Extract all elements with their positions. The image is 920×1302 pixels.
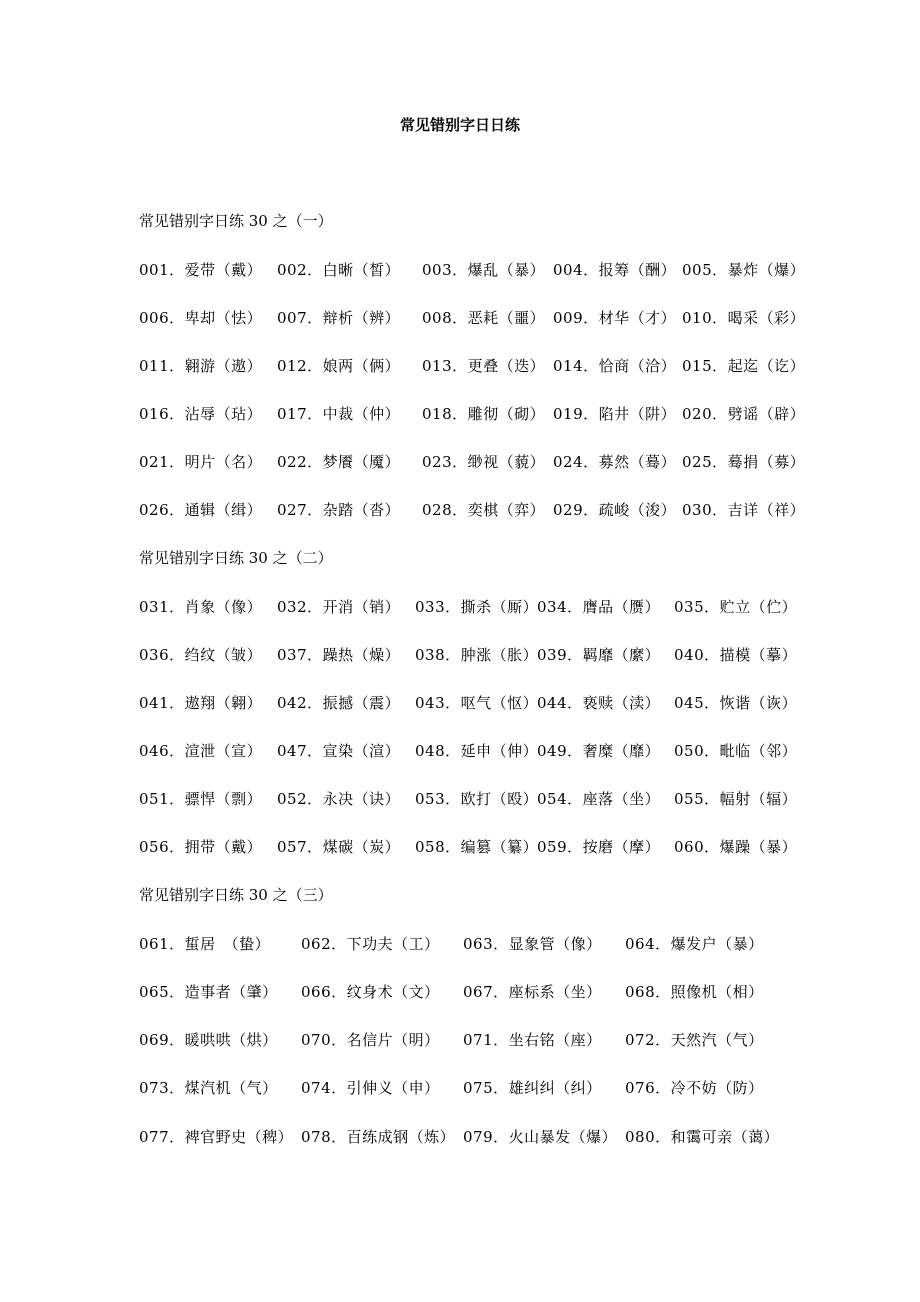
word-item: 021．明片（名） (139, 453, 263, 471)
word-item: 042．振撼（震） (277, 694, 401, 712)
word-item: 037．躁热（燥） (277, 646, 401, 664)
word-item: 074．引伸义（申） (301, 1079, 440, 1097)
word-item: 011．翱游（遨） (139, 357, 263, 375)
word-item: 031．肖象（像） (139, 598, 263, 616)
word-item: 055．幅射（辐） (674, 790, 798, 808)
word-item: 046．渲泄（宣） (139, 742, 263, 760)
word-item: 068．照像机（相） (625, 983, 764, 1001)
word-item: 008．恶耗（噩） (422, 309, 546, 327)
word-item: 040．描模（摹） (674, 646, 798, 664)
list-row (0, 1077, 920, 1099)
word-item: 053．欧打（殴） (415, 790, 539, 808)
word-item: 039．羁靡（縻） (537, 646, 661, 664)
list-row (0, 788, 920, 810)
word-item: 079．火山暴发（爆） (463, 1128, 618, 1146)
word-item: 018．雕彻（砌） (422, 405, 546, 423)
word-item: 041．遨翔（翱） (139, 694, 263, 712)
list-row (0, 596, 920, 618)
word-item: 061．蜇居 （蛰） (139, 935, 271, 953)
word-item: 067．座标系（坐） (463, 983, 602, 1001)
word-item: 036．绉纹（皱） (139, 646, 263, 664)
word-item: 010．喝采（彩） (682, 309, 806, 327)
word-item: 003．爆乱（暴） (422, 261, 546, 279)
list-row (0, 1029, 920, 1051)
word-item: 038．肿涨（胀） (415, 646, 539, 664)
word-item: 052．永决（诀） (277, 790, 401, 808)
word-item: 006．卑却（怯） (139, 309, 263, 327)
word-item: 012．娘两（俩） (277, 357, 401, 375)
list-row (0, 981, 920, 1003)
word-item: 066．纹身术（文） (301, 983, 440, 1001)
list-row (0, 1126, 920, 1148)
list-row (0, 451, 920, 473)
word-item: 069．暖哄哄（烘） (139, 1031, 278, 1049)
word-item: 032．开消（销） (277, 598, 401, 616)
word-item: 005．暴炸（爆） (682, 261, 806, 279)
word-item: 014．恰商（洽） (553, 357, 677, 375)
word-item: 026．通辑（缉） (139, 501, 263, 519)
word-item: 073．煤汽机（气） (139, 1079, 278, 1097)
word-item: 075．雄纠纠（纠） (463, 1079, 602, 1097)
word-item: 077．裨官野史（稗） (139, 1128, 294, 1146)
word-item: 057．煤碳（炭） (277, 838, 401, 856)
list-row (0, 499, 920, 521)
word-item: 009．材华（才） (553, 309, 677, 327)
word-item: 058．编篡（纂） (415, 838, 539, 856)
word-item: 078．百练成钢（炼） (301, 1128, 456, 1146)
word-item: 028．奕棋（弈） (422, 501, 546, 519)
word-item: 004．报筹（酬） (553, 261, 677, 279)
word-item: 062．下功夫（工） (301, 935, 440, 953)
list-row (0, 259, 920, 281)
word-item: 019．陷井（阱） (553, 405, 677, 423)
list-row (0, 403, 920, 425)
word-item: 007．辩析（辨） (277, 309, 401, 327)
word-item: 025．蓦捐（募） (682, 453, 806, 471)
list-row (0, 644, 920, 666)
section-heading-1: 常见错别字日练 30 之（一） (139, 212, 333, 230)
word-item: 059．按磨（摩） (537, 838, 661, 856)
word-item: 022．梦餍（魇） (277, 453, 401, 471)
word-item: 056．拥带（戴） (139, 838, 263, 856)
word-item: 070．名信片（明） (301, 1031, 440, 1049)
word-item: 027．杂踏（沓） (277, 501, 401, 519)
word-item: 047．宣染（渲） (277, 742, 401, 760)
word-item: 023．缈视（藐） (422, 453, 546, 471)
word-item: 043．呕气（怄） (415, 694, 539, 712)
word-item: 024．募然（蓦） (553, 453, 677, 471)
word-item: 034．膺品（赝） (537, 598, 661, 616)
word-item: 065．造事者（肇） (139, 983, 278, 1001)
list-row (0, 740, 920, 762)
word-item: 072．天然汽（气） (625, 1031, 764, 1049)
word-item: 080．和霭可亲（蔼） (625, 1128, 780, 1146)
word-item: 048．延申（伸） (415, 742, 539, 760)
word-item: 076．冷不妨（防） (625, 1079, 764, 1097)
word-item: 060．爆躁（暴） (674, 838, 798, 856)
word-item: 030．吉详（祥） (682, 501, 806, 519)
word-item: 054．座落（坐） (537, 790, 661, 808)
word-item: 015．起迄（讫） (682, 357, 806, 375)
word-item: 002．白晰（皙） (277, 261, 401, 279)
word-item: 063．显象管（像） (463, 935, 602, 953)
word-item: 044．亵赎（渎） (537, 694, 661, 712)
word-item: 017．中裁（仲） (277, 405, 401, 423)
word-item: 035．贮立（伫） (674, 598, 798, 616)
word-item: 033．撕杀（厮） (415, 598, 539, 616)
word-item: 050．毗临（邻） (674, 742, 798, 760)
word-item: 064．爆发户（暴） (625, 935, 764, 953)
list-row (0, 355, 920, 377)
list-row (0, 692, 920, 714)
word-item: 071．坐右铭（座） (463, 1031, 602, 1049)
word-item: 016．沾辱（玷） (139, 405, 263, 423)
word-item: 001．爱带（戴） (139, 261, 263, 279)
section-heading-3: 常见错别字日练 30 之（三） (139, 886, 333, 904)
list-row (0, 836, 920, 858)
word-item: 045．恢谐（诙） (674, 694, 798, 712)
word-item: 051．骠悍（剽） (139, 790, 263, 808)
list-row (0, 307, 920, 329)
word-item: 020．劈谣（辟） (682, 405, 806, 423)
word-item: 013．更叠（迭） (422, 357, 546, 375)
word-item: 029．疏峻（浚） (553, 501, 677, 519)
word-item: 049．奢糜（靡） (537, 742, 661, 760)
section-heading-2: 常见错别字日练 30 之（二） (139, 549, 333, 567)
list-row (0, 933, 920, 955)
page-title: 常见错别字日日练 (399, 116, 520, 134)
